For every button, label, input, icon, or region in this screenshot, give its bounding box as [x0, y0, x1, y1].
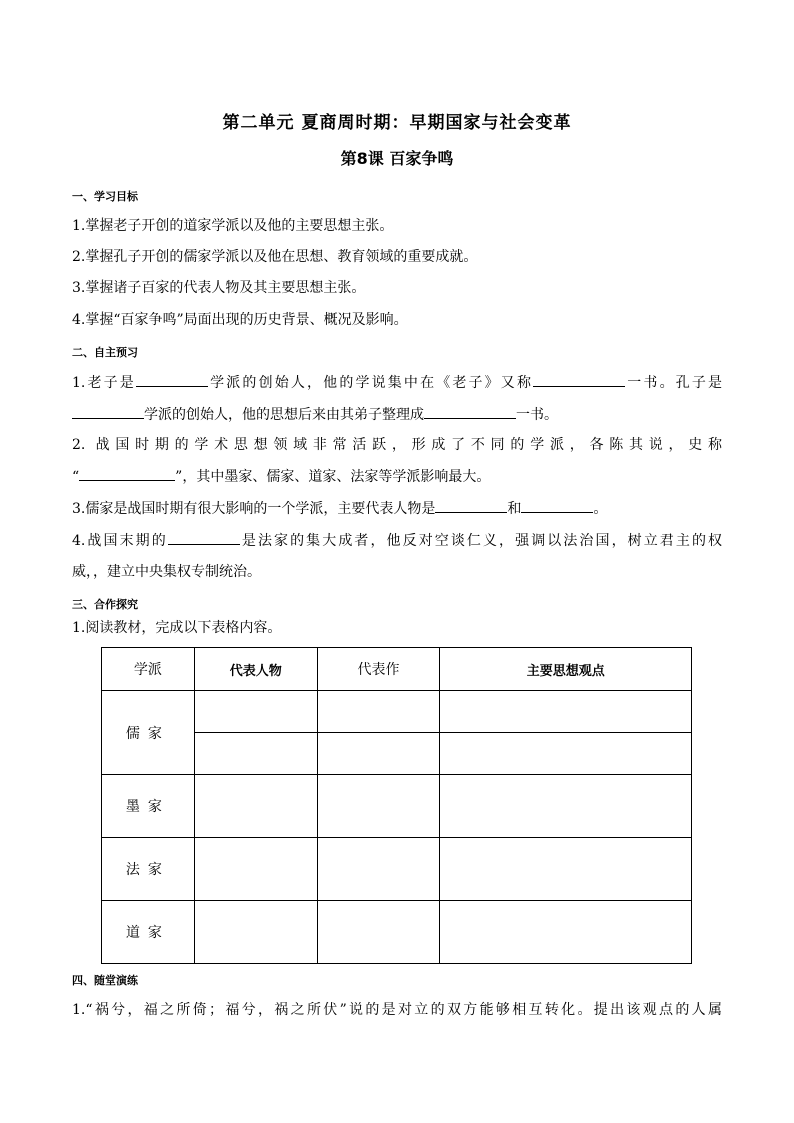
lesson-title: 第8课 百家争鸣 — [340, 149, 454, 168]
preview-q1-line1: 1.老子是 学派的创始人，他的学说集中在《老子》又称 一书。孔子是 — [72, 372, 722, 393]
answer-blank[interactable] — [521, 498, 593, 513]
answer-cell[interactable] — [194, 838, 317, 901]
section-heading-goals: 一、学习目标 — [72, 190, 138, 203]
answer-cell[interactable] — [194, 901, 317, 964]
section-heading-preview: 二、自主预习 — [72, 346, 138, 359]
answer-cell[interactable] — [317, 691, 440, 733]
table-header-cell: 代表作 — [317, 648, 440, 691]
school-name-cell: 道家 — [102, 901, 195, 964]
preview-q4-line2: 威，，建立中央集权专制统治。 — [72, 564, 261, 580]
unit-title: 第二单元 夏商周时期：早期国家与社会变革 — [222, 113, 572, 133]
answer-blank[interactable] — [533, 372, 625, 387]
answer-cell[interactable] — [440, 691, 692, 733]
answer-blank[interactable] — [168, 530, 240, 545]
answer-cell[interactable] — [440, 838, 692, 901]
schools-table — [101, 647, 692, 964]
section-heading-explore: 三、合作探究 — [72, 598, 138, 611]
preview-q4-line1: 4.战国末期的 是法家的集大成者，他反对空谈仁义，强调以法治国，树立君主的权 — [72, 530, 722, 551]
table-header-cell: 代表人物 — [194, 648, 317, 691]
answer-cell[interactable] — [317, 733, 440, 775]
table-header-cell: 学派 — [102, 648, 195, 691]
answer-blank[interactable] — [136, 372, 208, 387]
goal-item: 4.掌握“百家争鸣”局面出现的历史背景、概况及影响。 — [72, 312, 408, 328]
section-heading-practice: 四、随堂演练 — [72, 974, 138, 987]
school-name-cell: 儒家 — [102, 691, 195, 775]
preview-q3: 3.儒家是战国时期有很大影响的一个学派，主要代表人物是 和 。 — [72, 498, 607, 519]
explore-intro: 1.阅读教材，完成以下表格内容。 — [72, 620, 282, 636]
answer-blank[interactable] — [72, 404, 144, 419]
answer-cell[interactable] — [317, 775, 440, 838]
preview-q1-line2: 学派的创始人，他的思想后来由其弟子整理成 一书。 — [72, 404, 558, 425]
answer-blank[interactable] — [79, 466, 175, 481]
answer-blank[interactable] — [435, 498, 507, 513]
answer-cell[interactable] — [440, 775, 692, 838]
answer-cell[interactable] — [440, 901, 692, 964]
answer-cell[interactable] — [317, 838, 440, 901]
answer-blank[interactable] — [424, 404, 516, 419]
answer-cell[interactable] — [194, 733, 317, 775]
answer-cell[interactable] — [440, 733, 692, 775]
preview-q2-line1: 2. 战国时期的学术思想领域非常活跃，形成了不同的学派，各陈其说，史称 — [72, 437, 722, 453]
preview-q2-line2: “ ”，其中墨家、儒家、道家、法家等学派影响最大。 — [72, 466, 490, 487]
answer-cell[interactable] — [194, 775, 317, 838]
school-name-cell: 墨家 — [102, 775, 195, 838]
table-row — [102, 901, 692, 964]
school-name-cell: 法家 — [102, 838, 195, 901]
table-header-cell: 主要思想观点 — [440, 648, 692, 691]
table-row — [102, 691, 692, 733]
answer-cell[interactable] — [194, 691, 317, 733]
goal-item: 3.掌握诸子百家的代表人物及其主要思想主张。 — [72, 280, 366, 296]
answer-cell[interactable] — [317, 901, 440, 964]
table-header-row — [102, 648, 692, 691]
goal-item: 1.掌握老子开创的道家学派以及他的主要思想主张。 — [72, 218, 394, 234]
goal-item: 2.掌握孔子开创的儒家学派以及他在思想、教育领域的重要成就。 — [72, 249, 478, 265]
practice-q1: 1.“祸兮，福之所倚；福兮，祸之所伏”说的是对立的双方能够相互转化。提出该观点的人属 — [72, 1002, 722, 1018]
table-row — [102, 838, 692, 901]
table-row — [102, 775, 692, 838]
